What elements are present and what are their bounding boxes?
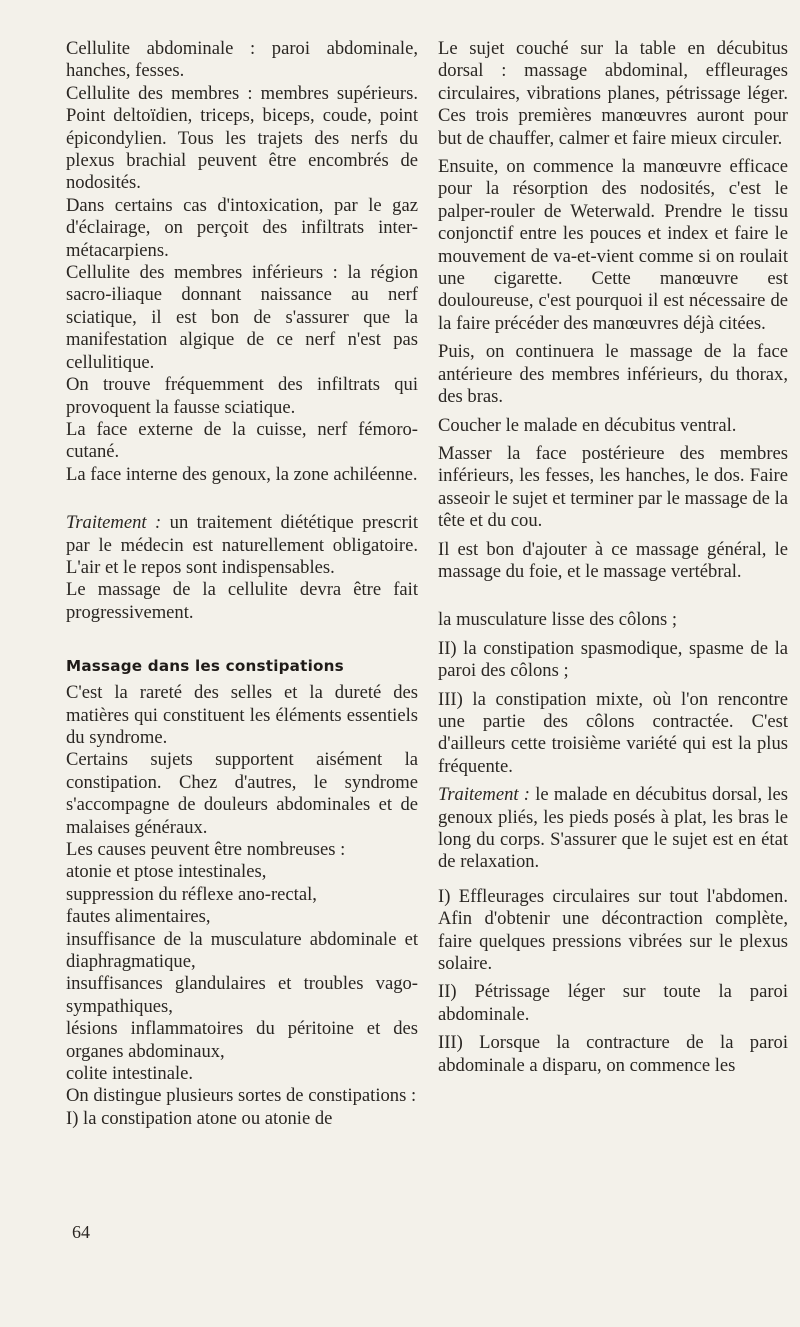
paragraph: Il est bon d'ajouter à ce massage général, le massage du foie, et le massage vertébral. — [438, 538, 788, 582]
paragraph-text: le malade en décubitus dorsal, les genoux pliés, les pieds posés à plat, les bras le long du corps. S'assurer que le sujet est en état de relaxation. — [438, 784, 788, 873]
list-item: suppression du réflexe ano-rectal, — [66, 883, 317, 905]
page-number: 64 — [72, 1222, 90, 1242]
paragraph: I) la constipation atone ou atonie de — [66, 1107, 333, 1129]
paragraph: II) la constipation spasmodique, spasme de la paroi des côlons ; — [438, 637, 788, 682]
paragraph: Dans certains cas d'intoxication, par le gaz d'éclairage, on perçoit des infiltrats inter-métacarpiens. — [66, 194, 418, 261]
paragraph: Les causes peuvent être nombreuses : — [66, 839, 346, 860]
paragraph: Ensuite, on commence la manœuvre efficace pour la résorption des nodosités, c'est le palper-rouler de Weterwald. Prendre le tissu conjonctif entre les pouces et index et faire le mouvement de va-et-vient comme si on roulait une cigarette. Cette manœuvre est douloureuse, c'est pourquoi il est nécessaire de la faire précéder des manœuvres déjà citées. — [438, 156, 788, 334]
list-item: fautes alimentaires, — [66, 906, 211, 928]
list-item: insuffisances glandulaires et troubles vago-sympathiques, — [66, 973, 418, 1017]
paragraph: Coucher le malade en décubitus ventral. — [438, 414, 737, 436]
italic-label: Traitement : — [66, 512, 162, 534]
paragraph: Puis, on continuera le massage de la face antérieure des membres inférieurs, du thorax, des bras. — [438, 341, 788, 408]
paragraph — [66, 512, 418, 579]
paragraph: Cellulite abdominale : paroi abdominale, hanches, fesses. — [66, 38, 418, 82]
spacer — [438, 589, 788, 609]
paragraph: Cellulite des membres inférieurs : la région sacro-iliaque donnant naissance au nerf sciatique, il est bon de s'assurer que la manifestation algique de ce nerf n'est pas cellulitique. — [66, 262, 418, 373]
italic-label: Traitement : — [438, 784, 530, 806]
paragraph: Le massage de la cellulite devra être fait progressivement. — [66, 579, 418, 623]
paragraph: la musculature lisse des côlons ; — [438, 609, 678, 631]
spacer — [66, 624, 418, 656]
list-item: colite intestinale. — [66, 1063, 194, 1085]
paragraph-text: un traitement diététique prescrit par le médecin est naturellement obligatoire. L'air et le repos sont indispensables. — [66, 512, 418, 578]
paragraph: III) Lorsque la contracture de la paroi abdominale a disparu, on commence les — [438, 1032, 788, 1076]
right-column — [438, 38, 788, 1083]
paragraph: On distingue plusieurs sortes de constipations : — [66, 1085, 417, 1107]
list-item: atonie et ptose intestinales, — [66, 861, 267, 883]
paragraph: Le sujet couché sur la table en décubitus dorsal : massage abdominal, effleurages circulaires, vibrations planes, pétrissage léger. Ces trois premières manœuvres auront pour but de chauffer, calmer et faire mieux circuler. — [438, 38, 788, 149]
paragraph: Certains sujets supportent aisément la constipation. Chez d'autres, le syndrome s'accompagne de douleurs abdominales et de malaises généraux. — [66, 749, 418, 838]
list-item: insuffisance de la musculature abdominale et diaphragmatique, — [66, 928, 418, 973]
left-column — [66, 38, 418, 1130]
paragraph: La face externe de la cuisse, nerf fémoro-cutané. — [66, 418, 418, 463]
paragraph — [438, 784, 788, 874]
paragraph: Cellulite des membres : membres supérieurs. Point deltoïdien, triceps, biceps, coude, point épicondylien. Tous les trajets des nerfs du plexus brachial peuvent être encombrés de nodosités. — [66, 82, 418, 194]
list-item: lésions inflammatoires du péritoine et des organes abdominaux, — [66, 1018, 418, 1062]
section-heading: Massage dans les constipations — [66, 657, 344, 676]
paragraph: Masser la face postérieure des membres inférieurs, les fesses, les hanches, le dos. Faire asseoir le sujet et terminer par le massage de la tête et du cou. — [438, 442, 788, 532]
paragraph: On trouve fréquemment des infiltrats qui provoquent la fausse sciatique. — [66, 374, 418, 418]
paragraph: C'est la rareté des selles et la dureté des matières qui constituent les éléments essentiels du syndrome. — [66, 682, 418, 748]
paragraph: I) Effleurages circulaires sur tout l'abdomen. Afin d'obtenir une décontraction complète, faire quelques pressions vibrées sur le plexus solaire. — [438, 885, 788, 975]
paragraph: La face interne des genoux, la zone achiléenne. — [66, 463, 418, 485]
spacer — [66, 486, 418, 512]
paragraph: II) Pétrissage léger sur toute la paroi abdominale. — [438, 981, 788, 1025]
paragraph: III) la constipation mixte, où l'on rencontre une partie des côlons contractée. C'est d'ailleurs cette troisième variété qui est la plus fréquente. — [438, 688, 788, 777]
